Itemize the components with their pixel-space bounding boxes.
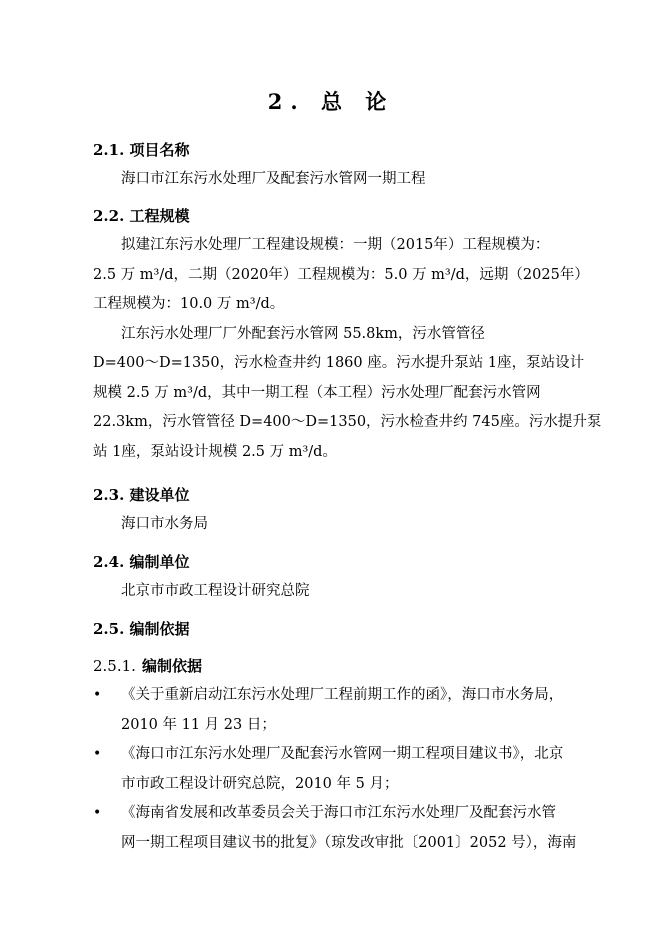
page-title: 2. 总 论 <box>267 89 395 114</box>
bullet-icon: • <box>93 687 102 703</box>
text-line: 规模 2.5 万 m³/d，其中一期工程（本工程）污水处理厂配套污水管网 <box>93 384 541 401</box>
text-line: 工程规模为：10.0 万 m³/d。 <box>93 296 285 312</box>
text-line: 站 1座，泵站设计规模 2.5 万 m³/d。 <box>93 443 337 460</box>
subsection-title: 编制依据 <box>141 657 202 675</box>
text-line: 《海口市江东污水处理厂及配套污水管网一期工程项目建议书》，北京 <box>121 746 564 762</box>
section-heading-2-1: 2.1. 项目名称 <box>93 141 190 159</box>
text-line: 海口市水务局 <box>121 516 208 532</box>
section-heading-2-3: 2.3. 建设单位 <box>93 486 190 504</box>
section-heading-2-4: 2.4. 编制单位 <box>93 553 190 571</box>
text-line: 海口市江东污水处理厂及配套污水管网一期工程 <box>121 171 426 187</box>
text-line: 2010 年 11 月 23 日； <box>121 716 276 733</box>
list-item <box>93 799 603 858</box>
section-heading-2-5: 2.5. 编制依据 <box>93 620 190 638</box>
text-line: 江东污水处理厂厂外配套污水管网 55.8km，污水管管径 <box>121 325 485 342</box>
text-line: 北京市市政工程设计研究总院 <box>121 583 310 599</box>
section-heading-2-2: 2.2. 工程规模 <box>93 207 190 225</box>
list-item <box>93 740 603 799</box>
bullet-icon: • <box>93 746 102 762</box>
text-line: 拟建江东污水处理厂工程建设规模：一期（2015年）工程规模为： <box>121 237 550 253</box>
text-line: 市市政工程设计研究总院，2010 年 5 月； <box>121 775 399 792</box>
bullet-icon: • <box>93 805 102 821</box>
section-body-2-2 <box>93 231 602 467</box>
text-line: 《关于重新启动江东污水处理厂工程前期工作的函》，海口市水务局， <box>121 687 564 703</box>
subsection-heading-2-5-1 <box>93 656 202 676</box>
text-line: 网一期工程项目建议书的批复》（琼发改审批〔2001〕2052 号），海南 <box>121 834 577 851</box>
subsection-number: 2.5.1. <box>93 657 136 675</box>
reference-list <box>93 681 603 858</box>
text-line: 22.3km，污水管管径 D=400～D=1350，污水检查井约 745座。污水提升泵 <box>93 414 602 430</box>
list-item <box>93 681 603 740</box>
text-line: 《海南省发展和改革委员会关于海口市江东污水处理厂及配套污水管 <box>121 805 556 821</box>
section-body-2-1 <box>93 165 593 195</box>
section-body-2-3 <box>93 510 593 540</box>
text-line: 2.5 万 m³/d，二期（2020年）工程规模为：5.0 万 m³/d，远期（2025年） <box>93 266 589 283</box>
section-body-2-4 <box>93 577 593 607</box>
text-line: D=400～D=1350，污水检查井约 1860 座。污水提升泵站 1座，泵站设计 <box>93 355 585 371</box>
